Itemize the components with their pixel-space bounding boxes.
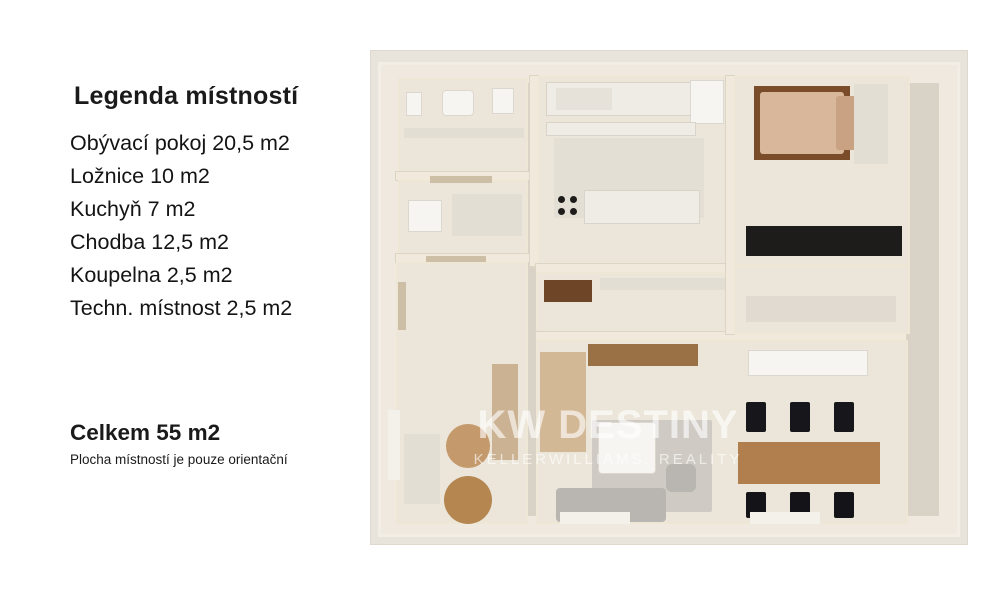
tv-console bbox=[746, 226, 902, 256]
dining-chair-2 bbox=[790, 402, 810, 432]
dining-chair-3 bbox=[834, 402, 854, 432]
kitchen-sink bbox=[556, 88, 612, 110]
bathtub-fixture bbox=[442, 90, 474, 116]
room-legend-list bbox=[70, 127, 352, 325]
wall-shelf bbox=[588, 344, 698, 366]
stove-burner-2 bbox=[570, 196, 577, 203]
washing-machine bbox=[408, 200, 442, 232]
bathroom-shelf bbox=[404, 128, 524, 138]
wall-horizontal-3 bbox=[536, 264, 732, 272]
cabinet-tall bbox=[540, 352, 586, 452]
floorplan-image bbox=[370, 50, 968, 545]
list-item: Techn. místnost 2,5 m2 bbox=[70, 296, 293, 320]
stove-burner-4 bbox=[570, 208, 577, 215]
list-item: Obývací pokoj 20,5 m2 bbox=[70, 131, 290, 155]
armchair bbox=[598, 422, 656, 474]
room-chodba bbox=[536, 272, 732, 334]
round-table bbox=[446, 424, 490, 468]
door-opening-1 bbox=[430, 176, 492, 183]
window-light-left bbox=[404, 434, 440, 504]
dining-chair-6 bbox=[834, 492, 854, 518]
door-opening-3 bbox=[398, 282, 406, 330]
page-title: Legenda místností bbox=[74, 82, 299, 110]
storage-unit bbox=[452, 194, 522, 236]
wall-vertical-2 bbox=[726, 76, 734, 334]
room-kuchyn bbox=[538, 76, 728, 266]
refrigerator bbox=[690, 80, 724, 124]
area-disclaimer-note: Plocha místností je pouze orientační bbox=[70, 452, 288, 467]
wall-vertical-1 bbox=[530, 76, 538, 266]
stove-burner-1 bbox=[558, 196, 565, 203]
room-obyvaci-pokoj-upper bbox=[734, 76, 910, 266]
window-bottom-2 bbox=[750, 512, 820, 524]
toilet-fixture bbox=[492, 88, 514, 114]
watermark-main-text: KW DESTINY bbox=[477, 403, 739, 447]
total-area-label: Celkem 55 m2 bbox=[70, 420, 221, 445]
dining-chair-1 bbox=[746, 402, 766, 432]
list-item: Kuchyň 7 m2 bbox=[70, 197, 196, 221]
media-unit bbox=[748, 350, 868, 376]
kitchen-cabinet-row bbox=[546, 122, 696, 136]
sideboard bbox=[746, 296, 896, 322]
window-left bbox=[388, 410, 400, 480]
room-technicka-mistnost bbox=[398, 180, 528, 255]
list-item: Chodba 12,5 m2 bbox=[70, 230, 229, 254]
round-rug bbox=[444, 476, 492, 524]
stove-burner-3 bbox=[558, 208, 565, 215]
room-corridor-right bbox=[734, 266, 910, 334]
room-obyvaci-pokoj bbox=[536, 340, 908, 524]
bedside-area bbox=[854, 84, 888, 164]
hallway-shelf bbox=[600, 278, 726, 290]
floorplan-panel bbox=[370, 0, 1000, 600]
room-koupelna bbox=[398, 78, 528, 173]
wardrobe-unit bbox=[492, 364, 518, 460]
coffee-table bbox=[666, 464, 696, 492]
legend-panel bbox=[0, 0, 370, 600]
washbasin-fixture bbox=[406, 92, 422, 116]
room-loznice bbox=[396, 262, 528, 524]
kitchen-island bbox=[584, 190, 700, 224]
dining-table bbox=[738, 442, 880, 484]
hallway-door-1 bbox=[544, 280, 592, 302]
list-item: Ložnice 10 m2 bbox=[70, 164, 210, 188]
watermark-sub-text: KELLERWILLIAMS. REALITY bbox=[473, 451, 743, 468]
window-bottom-1 bbox=[560, 512, 630, 524]
list-item: Koupelna 2,5 m2 bbox=[70, 263, 233, 287]
bed-mattress bbox=[760, 92, 844, 154]
